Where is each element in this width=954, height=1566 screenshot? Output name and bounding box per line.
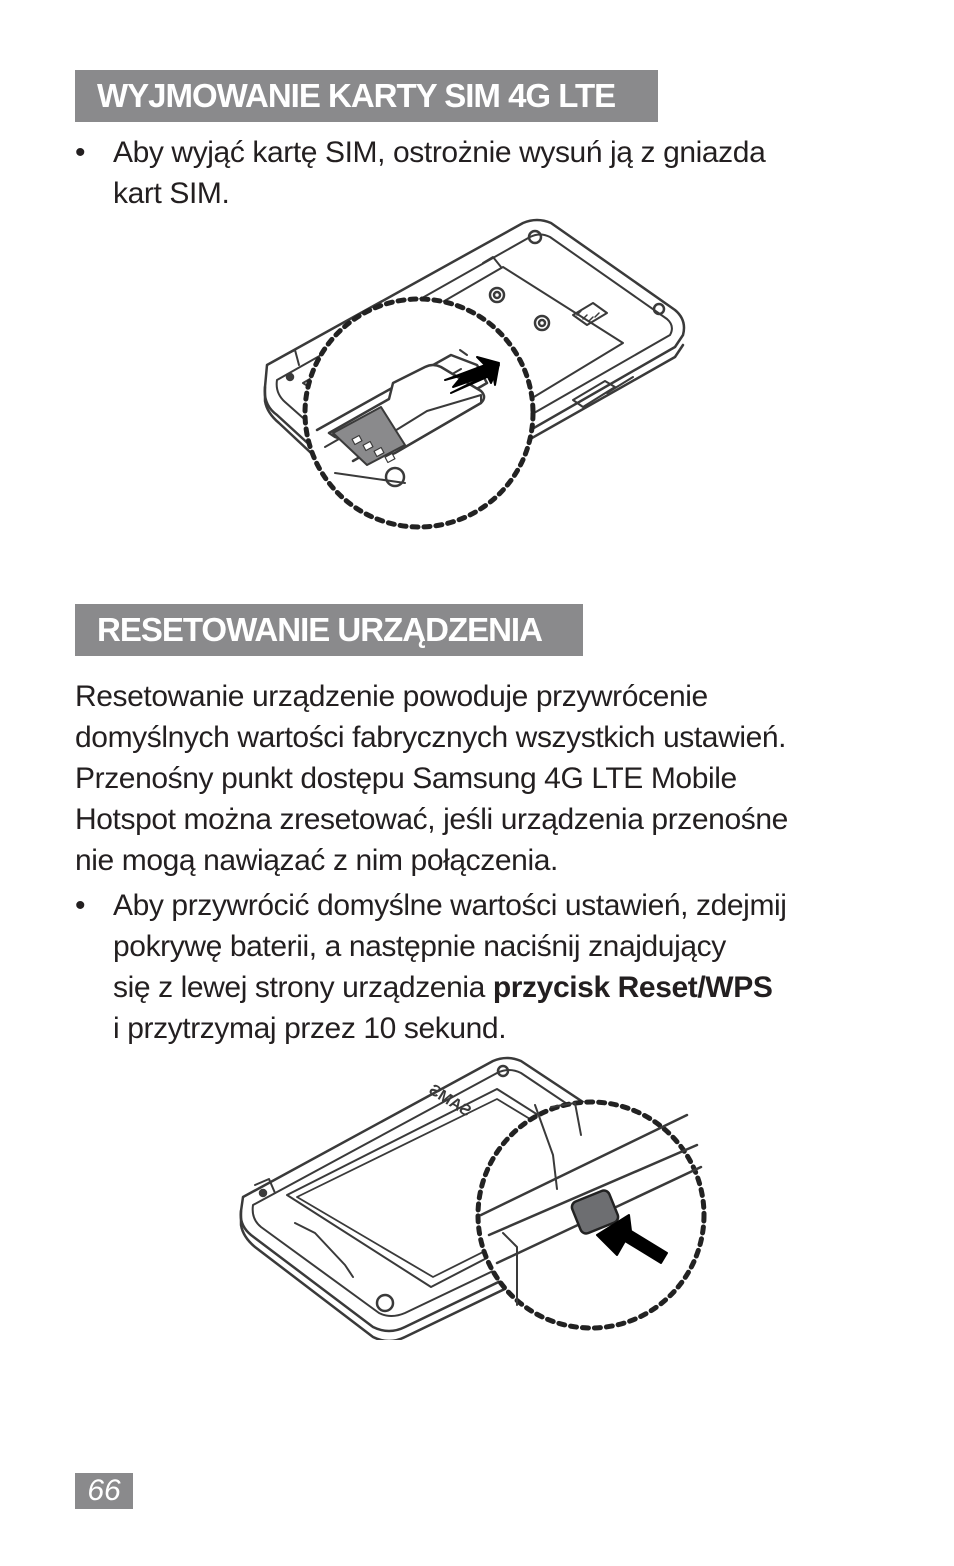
screw-hole (535, 316, 549, 330)
instruction-text: się z lewej strony urządzenia (113, 971, 493, 1004)
bullet: • (75, 889, 86, 922)
paragraph-line: domyślnych wartości fabrycznych wszystkich ustawień. (75, 721, 787, 754)
sim-removal-illustration (255, 215, 700, 535)
paragraph-line: Hotspot można zresetować, jeśli urządzenia przenośne (75, 803, 788, 836)
instruction-line: kart SIM. (113, 177, 230, 210)
paragraph-line: Przenośny punkt dostępu Samsung 4G LTE Mobile (75, 762, 737, 795)
reset-description (75, 676, 788, 881)
instruction-line (113, 967, 772, 1008)
instruction-line: pokrywę baterii, a następnie naciśnij znajdujący (113, 930, 726, 963)
bullet: • (75, 136, 86, 169)
reset-wps-button-label: przycisk Reset/WPS (492, 971, 773, 1004)
instruction-line: Aby przywrócić domyślne wartości ustawień, zdejmij (113, 889, 787, 922)
paragraph-line: Resetowanie urządzenie powoduje przywrócenie (75, 680, 708, 713)
screw-hole (490, 288, 504, 302)
section-heading-device-reset: RESETOWANIE URZĄDZENIA (75, 604, 583, 656)
paragraph-line: nie mogą nawiązać z nim połączenia. (75, 844, 558, 877)
page-number: 66 (75, 1473, 133, 1509)
instruction-line: i przytrzymaj przez 10 sekund. (113, 1012, 507, 1045)
battery-brand-label: SAMS (425, 1081, 474, 1121)
section-heading-sim-removal: WYJMOWANIE KARTY SIM 4G LTE (75, 70, 658, 122)
reset-button-illustration (235, 1055, 715, 1340)
instruction-line: Aby wyjąć kartę SIM, ostrożnie wysuń ją z gniazda (113, 136, 766, 169)
